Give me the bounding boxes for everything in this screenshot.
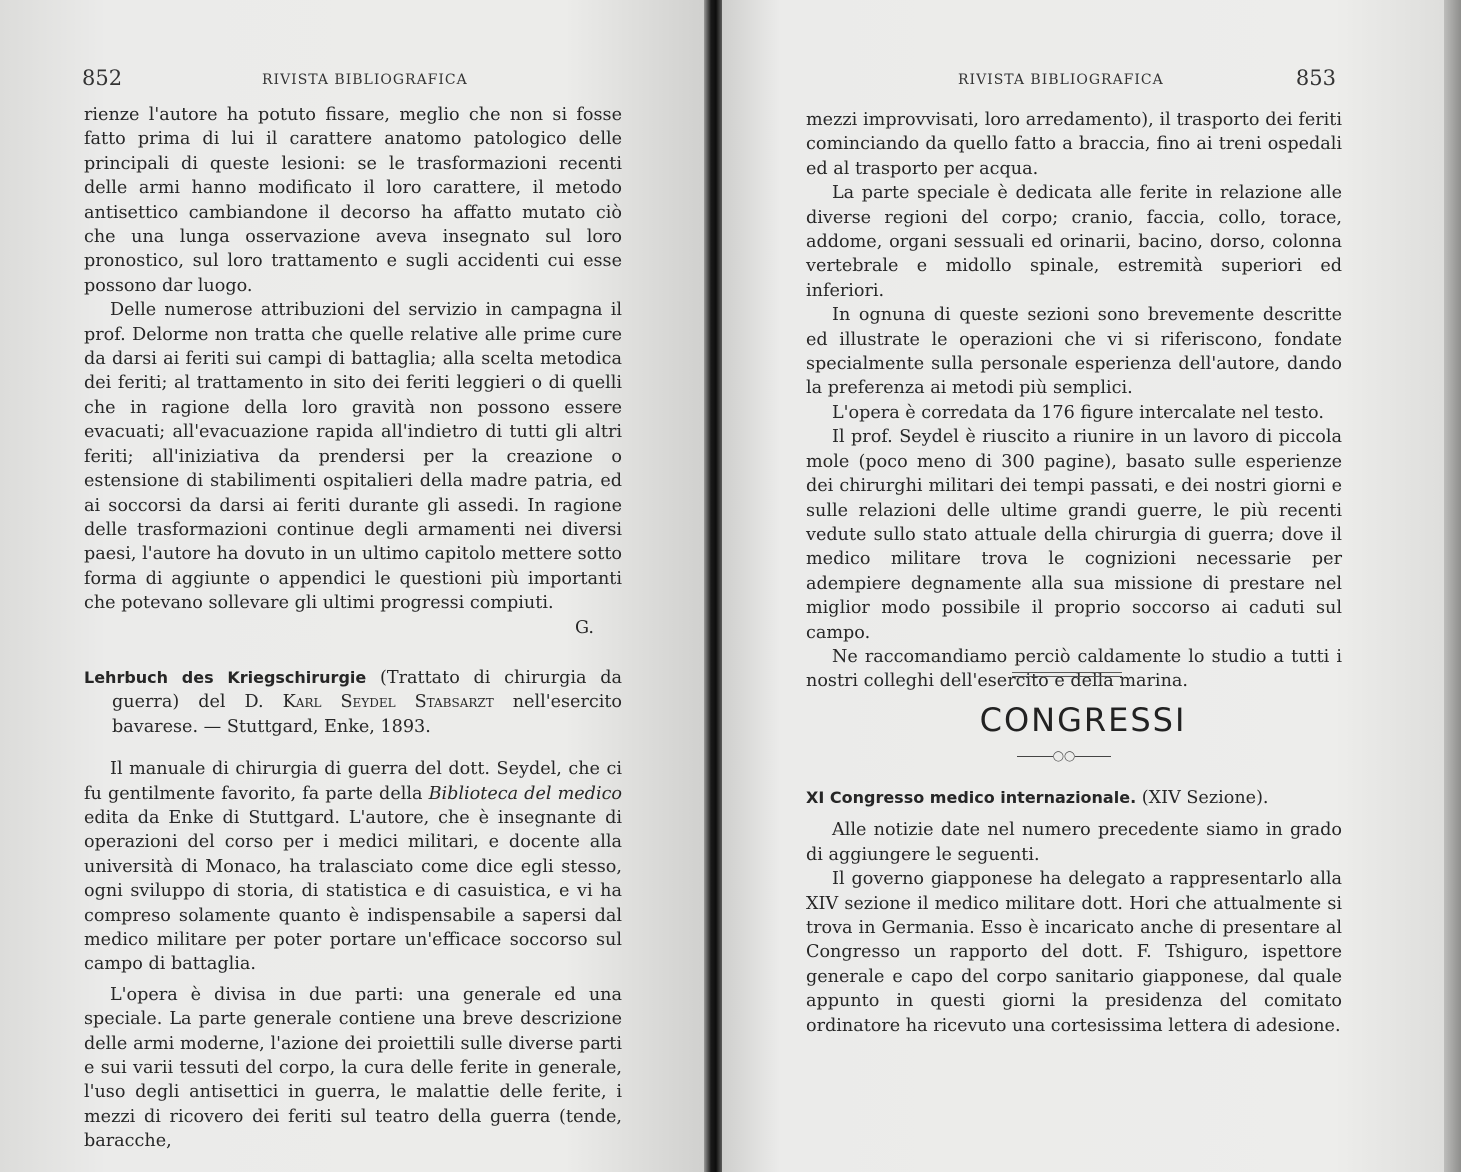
page-edge (1444, 0, 1461, 1172)
right-running-head: RIVISTA BIBLIOGRAFICA (958, 72, 1164, 88)
left-text-block (84, 103, 622, 1154)
right-page-number: 853 (1295, 66, 1336, 90)
review-author: Karl Seydel Stabsarzt (282, 692, 494, 713)
congress-subtitle: (XIV Sezione). (1141, 788, 1269, 808)
ornament-divider: ◯◯ (1012, 752, 1116, 762)
left-running-header (82, 66, 622, 90)
left-paragraph-3-end: edita da Enke di Stuttgard. L'autore, che è insegnante di operazioni del corso per i medici militari, e docente alla università di Monaco, ha tralasciato come dice egli stesso, ogni sviluppo di storia, di statistica e di casuistica, e vi ha compreso solamente quanto è indispensabile a sapersi dal medico militare per poter portare un'efficace soccorso sul campo di battaglia. (84, 807, 622, 975)
right-page (722, 0, 1444, 1172)
left-page (0, 0, 706, 1172)
right-text-block (806, 108, 1342, 694)
review-title: Lehrbuch des Kriegschirurgie (84, 667, 367, 687)
right-paragraph-1: mezzi improvvisati, loro arredamento), il trasporto dei feriti cominciando da quello fatto a braccia, fino ai treni ospedali ed al trasporto per acqua. (806, 110, 1342, 179)
left-running-head: RIVISTA BIBLIOGRAFICA (262, 72, 468, 88)
left-paragraph-1: rienze l'autore ha potuto fissare, meglio che non si fosse fatto prima di lui il carattere anatomo patologico delle principali di queste lesioni: se le trasformazioni recenti delle armi hanno modificato il loro carattere, il metodo antisettico cambiandone il decorso ha affatto mutato ciò che una lunga osservazione aveva insegnato sul loro pronostico, sul loro trattamento e sugli accidenti cui esse possono dar luogo. (84, 105, 622, 296)
right-paragraph-2: La parte speciale è dedicata alle ferite in relazione alle diverse regioni del corpo; cranio, faccia, collo, torace, addome, organi sessuali ed orinarii, bacino, dorso, colonna vertebrale e midollo spinale, estremità superiori ed inferiori. (806, 183, 1342, 301)
review-publication: nell'esercito bavarese. — Stuttgard, Enke, 1893. (112, 692, 623, 737)
series-title: Biblioteca del medico (428, 783, 623, 804)
right-paragraph-4: L'opera è corredata da 176 figure intercalate nel testo. (832, 402, 1324, 423)
right-paragraph-7: Alle notizie date nel numero precedente siamo in grado di aggiungere le seguenti. (806, 820, 1342, 865)
right-paragraph-8: Il governo giapponese ha delegato a rappresentarlo alla XIV sezione il medico militare dott. Hori che attualmente si trova in Germania. Esso è incaricato anche di presentare al Congresso un rapporto del dott. F. Tshiguro, ispettore generale e capo del corpo sanitario giapponese, dal quale appunto in questi giorni la presidenza del comitato ordinatore ha ricevuto una cortesissima lettera di adesione. (806, 869, 1342, 1036)
right-paragraph-6: Ne raccomandiamo perciò caldamente lo studio a tutti i nostri colleghi dell'esercito e della marina. (806, 646, 1342, 692)
congress-title: XI Congresso medico internazionale. (806, 788, 1137, 807)
section-divider (1012, 672, 1122, 677)
right-paragraph-3: In ognuna di queste sezioni sono brevemente descritte ed illustrate le operazioni che vi si riferiscono, fondate specialmente sulla personale esperienza dell'autore, dando la preferenza ai metodi più semplici. (806, 305, 1342, 399)
review-subtitle: (Trattato di chirurgia da guerra) del D. (112, 667, 623, 713)
congress-block (806, 786, 1342, 1038)
section-title: CONGRESSI (979, 701, 1187, 739)
left-paragraph-3 (84, 757, 622, 977)
review-signature: G. (574, 617, 594, 638)
review-heading (84, 666, 622, 739)
left-paragraph-3-start: Il manuale di chirurgia di guerra del dott. Seydel, che ci fu gentilmente favorito, fa parte della (84, 759, 622, 804)
congress-heading (806, 786, 1342, 810)
signature-line (84, 616, 622, 640)
left-page-number: 852 (82, 66, 123, 90)
right-paragraph-5: Il prof. Seydel è riuscito a riunire in un lavoro di piccola mole (poco meno di 300 pagine), basato sulle esperienze dei chirurghi militari dei tempi passati, e dei nostri giorni e sulle relazioni delle ultime grandi guerre, le più recenti vedute sullo stato attuale della chirurgia di guerra; dove il medico militare trova le cognizioni necessarie per adempiere degnamente alla sua missione di prestare nel miglior modo possibile il proprio soccorso ai caduti sul campo. (806, 427, 1342, 643)
book-gutter (704, 0, 724, 1172)
left-paragraph-2: Delle numerose attribuzioni del servizio in campagna il prof. Delorme non tratta che quelle relative alle prime cure da darsi ai feriti sui campi di battaglia; alla scelta metodica dei feriti; al trattamento in sito dei feriti leggieri o di quelli che in ragione della loro gravità non possono essere evacuati; all'evacuazione rapida all'indietro di tutti gli altri feriti; all'iniziativa da prendersi per la creazione o estensione di stabilimenti ospitalieri della madre patria, ed ai soccorsi da darsi ai feriti durante gli assedi. In ragione delle trasformazioni continue degli armamenti nei diversi paesi, l'autore ha dovuto in un ultimo capitolo mettere sotto forma di aggiunte o appendici le questioni più importanti che potevano sollevare gli ultimi progressi compiuti. (84, 300, 622, 614)
left-paragraph-4: L'opera è divisa in due parti: una generale ed una speciale. La parte generale contiene una breve descrizione delle armi moderne, l'azione dei proiettili sulle diverse parti e sui varii tessuti del corpo, la cura delle ferite in generale, l'uso degli antisettici in guerra, le malattie delle ferite, i mezzi di ricovero dei feriti sul teatro della guerra (tende, baracche, (84, 984, 622, 1152)
